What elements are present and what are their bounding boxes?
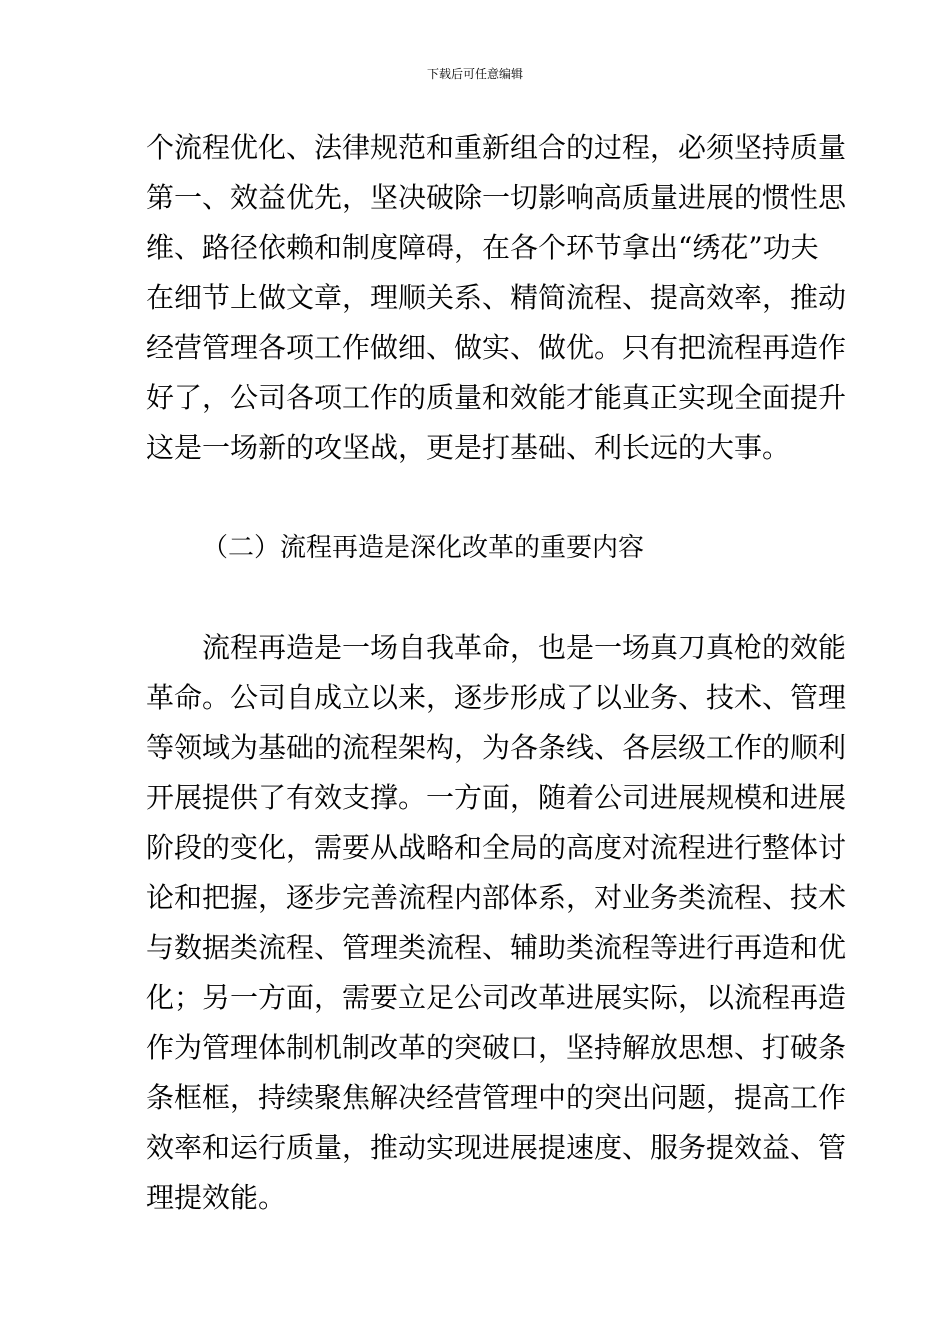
- paragraph-1-line: 好了，公司各项工作的质量和效能才能真正实现全面提升: [146, 381, 847, 414]
- paragraph-1-line: 这是一场新的攻坚战，更是打基础、利长远的大事。: [146, 431, 791, 464]
- paragraph-2-line: 化；另一方面，需要立足公司改革进展实际，以流程再造: [146, 981, 847, 1014]
- paragraph-1-line: 经营管理各项工作做细、做实、做优。只有把流程再造作: [146, 331, 847, 364]
- paragraph-2-line: 流程再造是一场自我革命，也是一场真刀真枪的效能: [202, 631, 847, 664]
- paragraph-2-line: 条框框，持续聚焦解决经营管理中的突出问题，提高工作: [146, 1081, 847, 1114]
- paragraph-1-line: 在细节上做文章，理顺关系、精简流程、提高效率，推动: [146, 281, 847, 314]
- paragraph-2-line: 效率和运行质量，推动实现进展提速度、服务提效益、管: [146, 1131, 847, 1164]
- header-note: 下载后可任意编辑: [426, 67, 523, 81]
- paragraph-2-line: 理提效能。: [146, 1181, 287, 1214]
- paragraph-1-line: 个流程优化、法律规范和重新组合的过程，必须坚持质量: [146, 131, 847, 164]
- paragraph-2-line: 作为管理体制机制改革的突破口，坚持解放思想、打破条: [146, 1031, 847, 1064]
- section-heading: （二）流程再造是深化改革的重要内容: [202, 533, 645, 563]
- paragraph-2-line: 开展提供了有效支撑。一方面，随着公司进展规模和进展: [146, 781, 847, 814]
- paragraph-2-line: 与数据类流程、管理类流程、辅助类流程等进行再造和优: [146, 931, 847, 964]
- paragraph-2-line: 论和把握，逐步完善流程内部体系，对业务类流程、技术: [146, 881, 847, 914]
- paragraph-2-line: 等领域为基础的流程架构，为各条线、各层级工作的顺利: [146, 731, 847, 764]
- paragraph-2-line: 阶段的变化，需要从战略和全局的高度对流程进行整体讨: [146, 831, 847, 864]
- paragraph-1-line: 第一、效益优先，坚决破除一切影响高质量进展的惯性思: [146, 181, 847, 214]
- paragraph-2-line: 革命。公司自成立以来，逐步形成了以业务、技术、管理: [146, 681, 847, 714]
- paragraph-1-line: 维、路径依赖和制度障碍，在各个环节拿出“绣花”功夫: [146, 231, 819, 264]
